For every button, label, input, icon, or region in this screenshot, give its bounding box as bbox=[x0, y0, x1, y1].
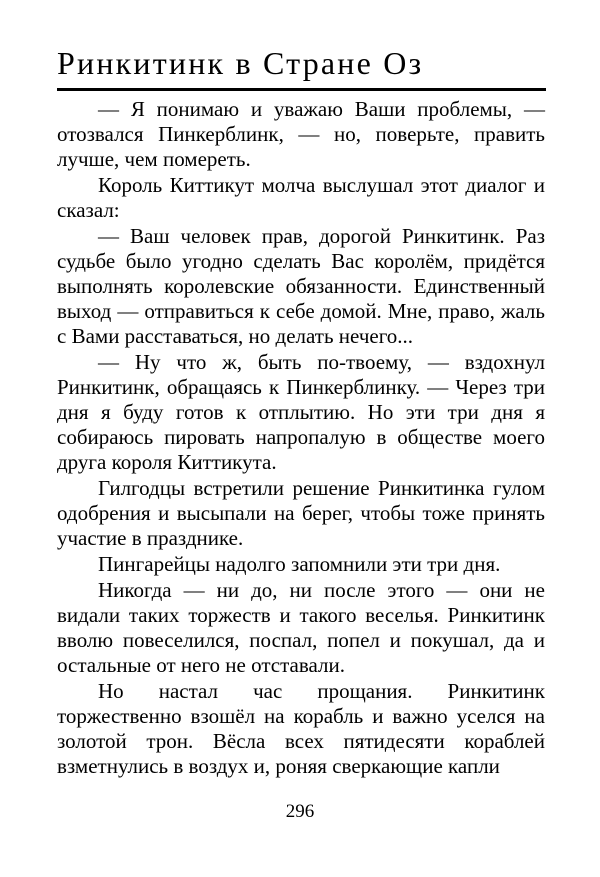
body-text bbox=[57, 97, 545, 780]
paragraph: — Ну что ж, быть по-твоему, — вздохнул Ринкитинк, обращаясь к Пинкерблинку. — Через три дня я буду готов к отплытию. Но эти три дня я собираюсь пировать напропалую в обществе моего друга короля Киттикута. bbox=[57, 350, 545, 474]
paragraph: — Я понимаю и уважаю Ваши проблемы, — отозвался Пинкерблинк, — но, поверьте, править лучше, чем помереть. bbox=[57, 97, 545, 171]
paragraph: Но настал час прощания. Ринкитинк торжественно взошёл на корабль и важно уселся на золотой трон. Вёсла всех пятидесяти кораблей взметнулись в воздух и, роняя сверкающие капли bbox=[57, 679, 545, 778]
paragraph: — Ваш человек прав, дорогой Ринкитинк. Раз судьбе было угодно сделать Вас королём, придётся выполнять королевские обязанности. Единственный выход — отправиться к себе домой. Мне, право, жаль с Вами расставаться, но делать нечего... bbox=[57, 224, 545, 348]
running-head-title: Ринкитинк в Стране Оз bbox=[57, 45, 424, 81]
header-rule bbox=[57, 88, 546, 91]
page-number: 296 bbox=[285, 801, 315, 822]
paragraph: Король Киттикут молча выслушал этот диалог и сказал: bbox=[57, 173, 545, 222]
paragraph: Никогда — ни до, ни после этого — они не видали таких торжеств и такого веселья. Ринкитинк вволю повеселился, поспал, попел и покушал, да и остальные от него не отставали. bbox=[57, 578, 545, 677]
paragraph: Пингарейцы надолго запомнили эти три дня. bbox=[98, 552, 501, 576]
paragraph: Гилгодцы встретили решение Ринкитинка гулом одобрения и высыпали на берег, чтобы тоже принять участие в празднике. bbox=[57, 476, 545, 550]
